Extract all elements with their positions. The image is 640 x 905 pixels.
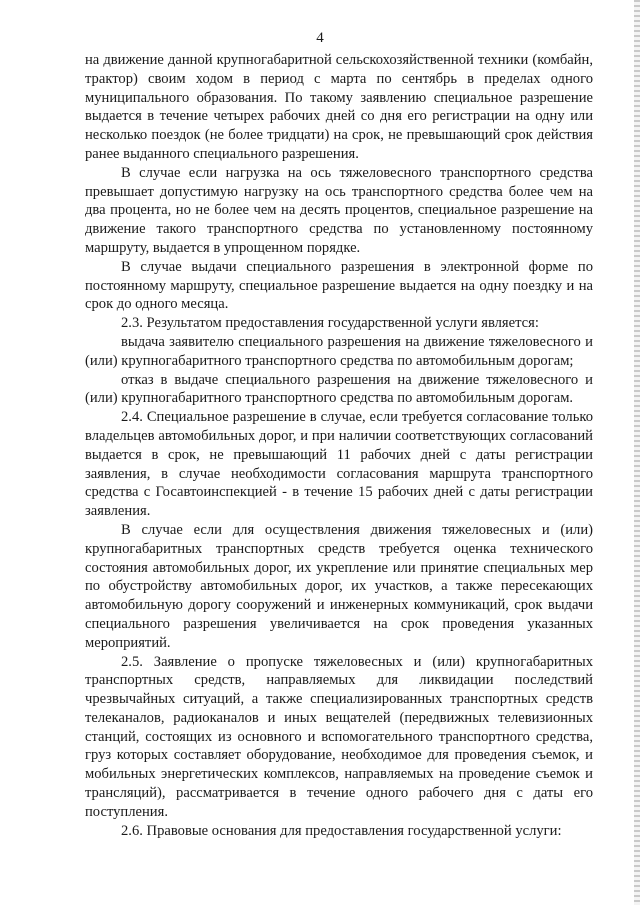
result-issue-permit: выдача заявителю специального разрешения на движение тяжеловесного и (или) крупногабаритного транспортного средства по автомобильным дорогам; bbox=[85, 333, 593, 369]
section-2-4: 2.4. Специальное разрешение в случае, если требуется согласование только владельцев автомобильных дорог, и при наличии соответствующих согласований выдается в срок, не превышающий 11 рабочих дней с даты регистрации заявления, в случае необходимости согласования маршрута транспортного средства с Госавтоинспекцией - в течение 15 рабочих дней с даты регистрации заявления. bbox=[85, 409, 593, 520]
paragraph-axle-load: В случае если нагрузка на ось тяжеловесного транспортного средства превышает допустимую нагрузку на ось транспортного средства более чем на два процента, но не более чем на десять процентов, специальное разрешение на движение такого транспортного средства по установленному постоянному маршруту, выдается в упрощенном порядке. bbox=[85, 164, 593, 256]
paragraph-continuation: на движение данной крупногабаритной сельскохозяйственной техники (комбайн, трактор) своим ходом в период с марта по сентябрь в пределах одного муниципального образования. По такому заявлению специальное разрешение выдается в течение четырех рабочих дней со дня его регистрации на одну или несколько поездок (не более тридцати) на срок, не превышающий срок действия ранее выданного специального разрешения. bbox=[85, 52, 593, 162]
section-2-6: 2.6. Правовые основания для предоставления государственной услуги: bbox=[121, 822, 562, 839]
result-refusal: отказ в выдаче специального разрешения на движение тяжеловесного и (или) крупногабаритного транспортного средства по автомобильным дорогам. bbox=[85, 371, 593, 407]
page-edge-decoration bbox=[634, 0, 640, 905]
section-2-5: 2.5. Заявление о пропуске тяжеловесных и (или) крупногабаритных транспортных средств, направляемых для ликвидации последствий чрезвычайных ситуаций, а также специализированных транспортных средств телеканалов, радиоканалов и иных вещателей (передвижных телевизионных станций, состоящих из основного и вспомогательного транспортного средства, груз которых составляет оборудование, необходимое для проведения съемок, и мобильных энергетических комплексов, направляемых на проведение съемок и трансляций), рассматривается в течение одного рабочего дня с даты его поступления. bbox=[85, 653, 593, 820]
page-number: 4 bbox=[316, 30, 324, 46]
section-2-3: 2.3. Результатом предоставления государственной услуги является: bbox=[121, 315, 539, 332]
document-body bbox=[85, 51, 593, 840]
paragraph-electronic-form: В случае выдачи специального разрешения в электронной форме по постоянному маршруту, специальное разрешение выдается на одну поездку и на срок до одного месяца. bbox=[85, 258, 593, 313]
paragraph-road-assessment: В случае если для осуществления движения тяжеловесных и (или) крупногабаритных транспортных средств требуется оценка технического состояния автомобильных дорог, их укрепление или принятие специальных мер по обустройству автомобильных дорог, их участков, а также пересекающих автомобильную дорогу сооружений и инженерных коммуникаций, срок выдачи специального разрешения увеличивается на срок проведения указанных мероприятий. bbox=[85, 521, 593, 651]
